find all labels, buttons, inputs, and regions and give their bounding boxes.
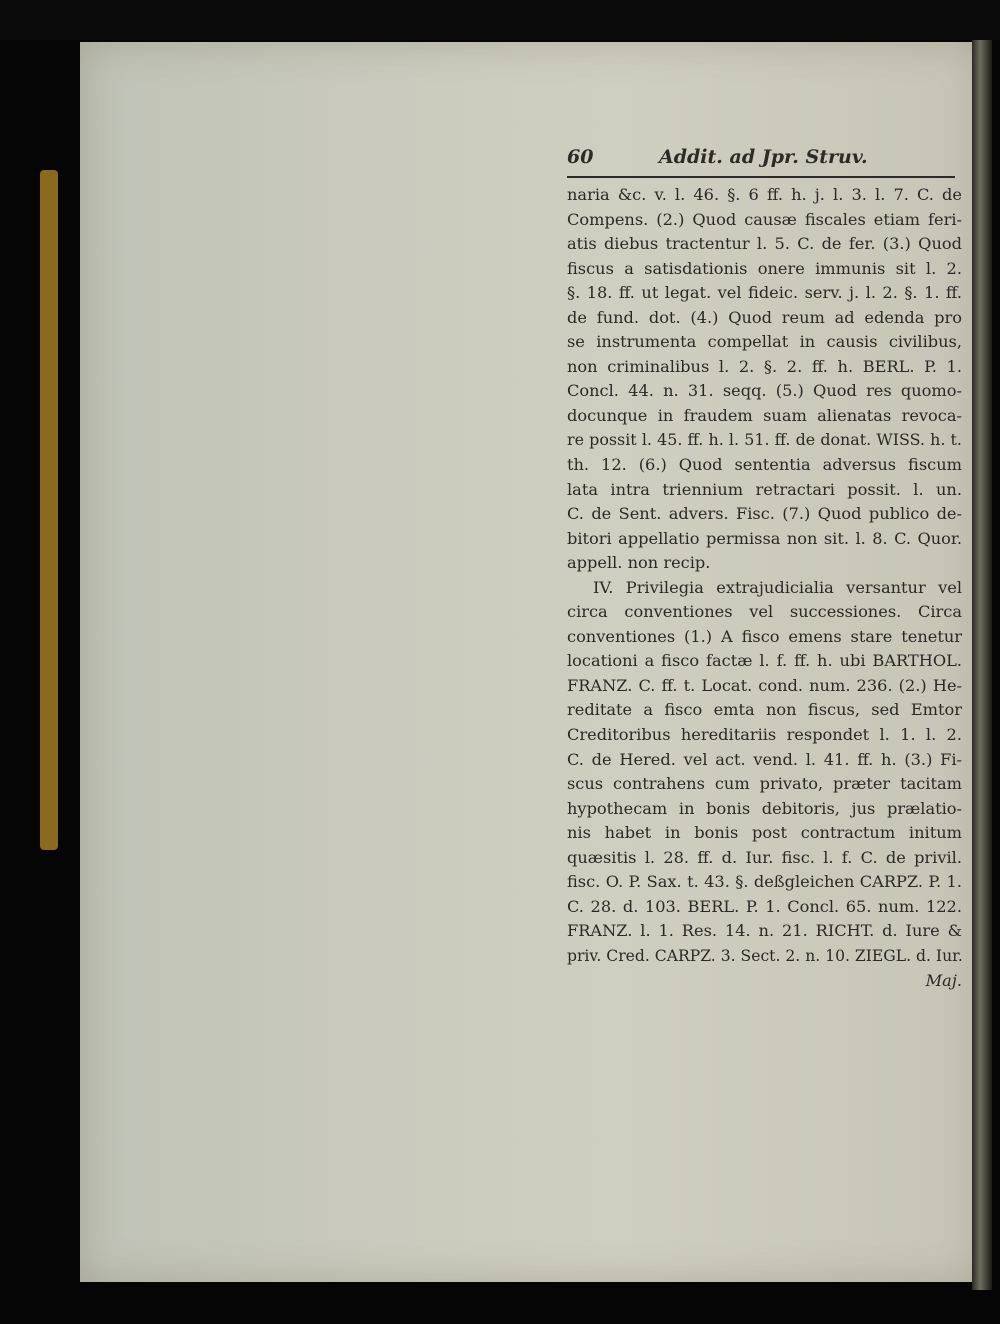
text-line: appell. non recip. (567, 553, 711, 573)
text-line: docunque in fraudem suam alienatas revoca- (567, 405, 962, 425)
text-line: circa conventiones vel successiones. Circa (567, 602, 962, 622)
text-line: quæsitis l. 28. ff. d. Iur. fisc. l. f. C. de privil. (567, 847, 962, 867)
text-line: FRANZ. l. 1. Res. 14. n. 21. RICHT. d. Iure & (567, 921, 962, 941)
binding-strip (40, 170, 58, 850)
text-line: C. de Hered. vel act. vend. l. 41. ff. h. (3.) Fi- (567, 749, 962, 769)
body-text (567, 183, 962, 993)
text-line: lata intra triennium retractari possit. l. un. (567, 479, 962, 499)
text-line: fisc. O. P. Sax. t. 43. §. deßgleichen CARPZ. P. 1. (567, 872, 962, 892)
running-header (567, 146, 957, 176)
scan-top-border (0, 0, 1000, 40)
text-line: nis habet in bonis post contractum initum (567, 823, 962, 843)
text-line: reditate a fisco emta non fiscus, sed Emtor (567, 700, 962, 720)
text-line: th. 12. (6.) Quod sententia adversus fiscum (567, 455, 962, 475)
catchword: Maj. (925, 970, 962, 990)
text-line: se instrumenta compellat in causis civilibus, (567, 332, 962, 352)
text-line: C. de Sent. advers. Fisc. (7.) Quod publico de- (567, 504, 962, 524)
text-line: atis diebus tractentur l. 5. C. de fer. (3.) Quod (567, 234, 962, 254)
text-line: Creditoribus hereditariis respondet l. 1. l. 2. (567, 725, 962, 745)
header-rule (567, 176, 955, 178)
text-line: FRANZ. C. ff. t. Locat. cond. num. 236. (2.) He- (567, 675, 962, 695)
page-number: 60 (567, 146, 594, 168)
text-line: bitori appellatio permissa non sit. l. 8. C. Quor. (567, 528, 962, 548)
text-line: naria &c. v. l. 46. §. 6 ff. h. j. l. 3. l. 7. C. de (567, 185, 962, 204)
text-line: de fund. dot. (4.) Quod reum ad edenda pro (567, 307, 962, 327)
text-line: priv. Cred. CARPZ. 3. Sect. 2. n. 10. ZIEGL. d. Iur. (567, 946, 963, 965)
text-line: hypothecam in bonis debitoris, jus prælatio- (567, 798, 962, 818)
text-line: conventiones (1.) A fisco emens stare tenetur (567, 626, 962, 646)
text-line: fiscus a satisdationis onere immunis sit l. 2. (567, 258, 962, 278)
text-line: Concl. 44. n. 31. seqq. (5.) Quod res quomo- (567, 381, 962, 401)
text-line: Compens. (2.) Quod causæ fiscales etiam feri- (567, 209, 962, 229)
text-line: non criminalibus l. 2. §. 2. ff. h. BERL. P. 1. (567, 356, 962, 376)
page-edge-shadow (972, 40, 992, 1290)
paragraph-start-line: IV. Privilegia extrajudicialia versantur vel (593, 577, 962, 597)
text-line: re possit l. 45. ff. h. l. 51. ff. de donat. WISS. h. t. (567, 430, 962, 450)
text-line: locationi a fisco factæ l. f. ff. h. ubi BARTHOL. (567, 651, 962, 671)
text-line: §. 18. ff. ut legat. vel fideic. serv. j. l. 2. §. 1. ff. (567, 283, 962, 303)
text-line: scus contrahens cum privato, præter tacitam (567, 774, 962, 794)
running-title: Addit. ad Jpr. Struv. (659, 146, 868, 168)
text-line: C. 28. d. 103. BERL. P. 1. Concl. 65. num. 122. (567, 896, 962, 916)
